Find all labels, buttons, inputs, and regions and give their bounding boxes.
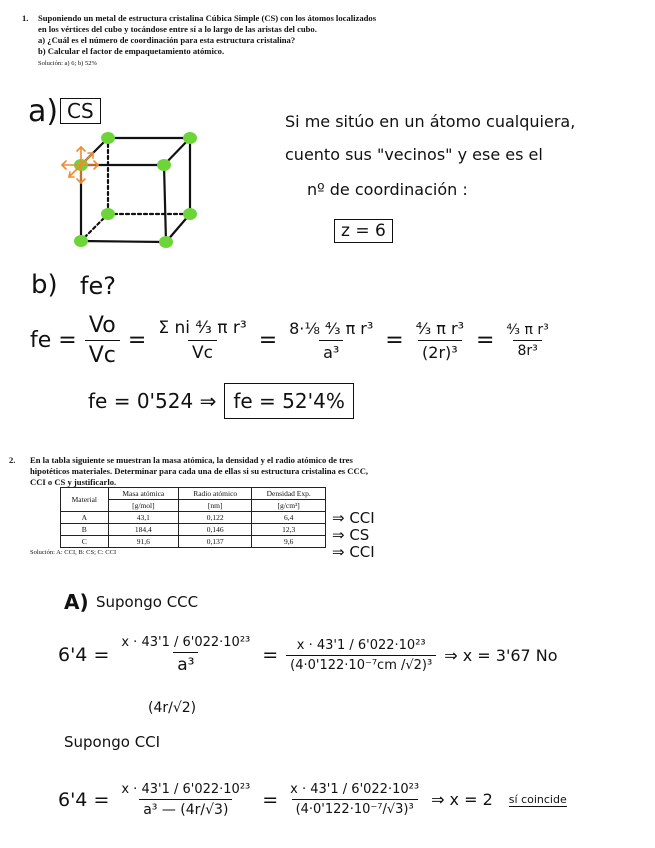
eq1-fraction-1-denominator: a³	[173, 652, 198, 675]
fraction-2-numerator: Σ ni ⁴⁄₃ π r³	[158, 317, 247, 338]
eq2-fraction-2	[286, 782, 423, 817]
table-cell: 43,1	[108, 512, 178, 524]
hand-b-label: b)	[31, 270, 58, 300]
table-header-material: Material	[61, 488, 109, 512]
atom-corner-7	[74, 235, 88, 247]
eq2-fraction-1-denominator: a³ — (4r/√3)	[139, 799, 232, 818]
table-cell: 0,137	[179, 536, 252, 548]
fraction-2-denominator: Vc	[188, 340, 217, 363]
eq-lhs: fe =	[30, 327, 77, 353]
table-cell: 91,6	[108, 536, 178, 548]
eq2-fraction-2-denominator: (4·0'122·10⁻⁷/√3)³	[292, 799, 418, 817]
problem2-line3: CCI o CS y justificarlo.	[30, 477, 117, 487]
table-header-mass: Masa atómica	[108, 488, 178, 500]
fraction-5-numerator: ⁴⁄₃ π r³	[506, 321, 549, 338]
table-cell: 6,4	[252, 512, 326, 524]
equals-sign: =	[385, 327, 404, 353]
equals-sign: =	[258, 327, 278, 353]
problem1-solution: Solución: a) 6; b) 52%	[38, 60, 97, 67]
equals-sign: =	[262, 644, 279, 666]
fraction-eight-atoms	[285, 319, 377, 362]
problem2-statement	[30, 455, 430, 488]
fraction-3-denominator: a³	[319, 340, 343, 362]
eq1-fraction-2-denominator: (4·0'122·10⁻⁷cm /√2)³	[286, 655, 436, 673]
materials-table	[60, 487, 326, 548]
hand-A-suppose-ccc: Supongo CCC	[96, 593, 199, 611]
hand-a-result-box: z = 6	[334, 219, 393, 243]
eq1-fraction-1	[117, 635, 254, 675]
problem1-question-a: a) ¿Cuál es el número de coordinación para esta estructura cristalina?	[38, 35, 296, 45]
table-header-radius: Radio atómico	[179, 488, 252, 500]
fraction-vo-vc	[85, 313, 120, 368]
answer-material-c: ⇒ CCI	[332, 543, 375, 561]
packing-factor-result	[88, 383, 354, 419]
hand-b-question: fe?	[80, 272, 116, 300]
result-decimal: fe = 0'524 ⇒	[88, 389, 217, 413]
atom-corner-1	[101, 132, 115, 144]
table-row	[61, 512, 326, 524]
eq1-result: ⇒ x = 3'67 No	[444, 645, 558, 665]
atom-corner-4	[157, 159, 171, 171]
problem2-number: 2.	[9, 455, 16, 465]
fraction-5-denominator: 8r³	[513, 340, 541, 359]
table-cell: 184,4	[108, 524, 178, 536]
fraction-4-numerator: ⁴⁄₃ π r³	[415, 318, 465, 338]
equation-ccc	[58, 620, 558, 690]
problem2-line2: hipotéticos materiales. Determinar para cada una de ellas si su estructura cristalina es CCC,	[30, 466, 369, 476]
coincide-note: sí coincide	[508, 792, 567, 806]
equals-sign: =	[476, 327, 495, 353]
result-box-percent: fe = 52'4%	[224, 383, 354, 419]
table-row	[61, 524, 326, 536]
problem1-question-b: b) Calcular el factor de empaquetamiento atómico.	[38, 46, 225, 56]
eq1-fraction-1-numerator: x · 43'1 / 6'022·10²³	[121, 635, 251, 650]
fraction-8r-cubed	[502, 322, 552, 359]
fraction-1-numerator: Vo	[88, 312, 116, 338]
answer-material-b: ⇒ CS	[332, 526, 370, 544]
table-unit-mass: [g/mol]	[108, 500, 178, 512]
fraction-1-denominator: Vc	[85, 340, 120, 368]
packing-factor-equation	[30, 300, 553, 380]
table-cell: 9,6	[252, 536, 326, 548]
table-unit-radius: [nm]	[179, 500, 252, 512]
atom-corner-5	[101, 208, 115, 220]
hand-a-boxed-cs: CS	[60, 98, 101, 124]
table-header-row	[61, 488, 326, 500]
table-cell: B	[61, 524, 109, 536]
table-cell: 0,146	[179, 524, 252, 536]
problem1-line1: Suponiendo un metal de estructura cristalina Cúbica Simple (CS) con los átomos localizados	[38, 13, 377, 23]
table-unit-density: [g/cm³]	[252, 500, 326, 512]
fraction-3-numerator: 8·⅛ ⁴⁄₃ π r³	[289, 318, 374, 338]
eq1-fraction-2-numerator: x · 43'1 / 6'022·10²³	[296, 637, 426, 653]
equals-sign: =	[262, 788, 279, 811]
fraction-2r-cubed	[412, 319, 468, 362]
table-cell: 0,122	[179, 512, 252, 524]
hand-A-suppose-cci: Supongo CCI	[64, 733, 161, 751]
atom-corner-6	[183, 208, 197, 220]
atom-corner-2	[183, 132, 197, 144]
eq2-lhs: 6'4 =	[58, 788, 110, 811]
eq2-fraction-1	[117, 782, 254, 818]
problem2-solution: Solución: A: CCI, B: CS; C: CCI	[30, 549, 117, 556]
eq1-lhs: 6'4 =	[58, 644, 110, 666]
fraction-4-denominator: (2r)³	[418, 340, 462, 362]
eq1-fraction-2	[286, 638, 436, 673]
hand-A-a-note: (4r/√2)	[148, 700, 197, 716]
eq2-result: ⇒ x = 2	[431, 790, 493, 809]
hand-a-note-line3: nº de coordinación :	[307, 180, 468, 199]
hand-A-label: A)	[64, 590, 89, 614]
eq2-fraction-2-numerator: x · 43'1 / 6'022·10²³	[290, 782, 420, 797]
equals-sign: =	[127, 327, 147, 353]
answer-material-a: ⇒ CCI	[332, 509, 375, 527]
table-cell: 12,3	[252, 524, 326, 536]
hand-a-note-line1: Si me sitúo en un átomo cualquiera,	[285, 112, 576, 131]
table-cell: A	[61, 512, 109, 524]
hand-a-note-line2: cuento sus "vecinos" y ese es el	[285, 145, 543, 164]
eq2-fraction-1-numerator: x · 43'1 / 6'022·10²³	[121, 781, 251, 797]
table-cell: C	[61, 536, 109, 548]
table-row	[61, 536, 326, 548]
hand-a-label: a)	[28, 94, 59, 129]
problem1-number: 1.	[22, 13, 29, 23]
table-header-density: Densidad Exp.	[252, 488, 326, 500]
problem1-line2: en los vértices del cubo y tocándose entre sí a lo largo de las aristas del cubo.	[38, 24, 317, 34]
cube-diagram	[40, 125, 210, 255]
fraction-sum-volumes	[154, 318, 250, 363]
problem2-line1: En la tabla siguiente se muestran la masa atómica, la densidad y el radio atómico de tres	[30, 455, 353, 465]
atom-corner-8	[159, 236, 173, 248]
problem1-statement	[38, 13, 438, 57]
equation-cci	[58, 762, 567, 837]
